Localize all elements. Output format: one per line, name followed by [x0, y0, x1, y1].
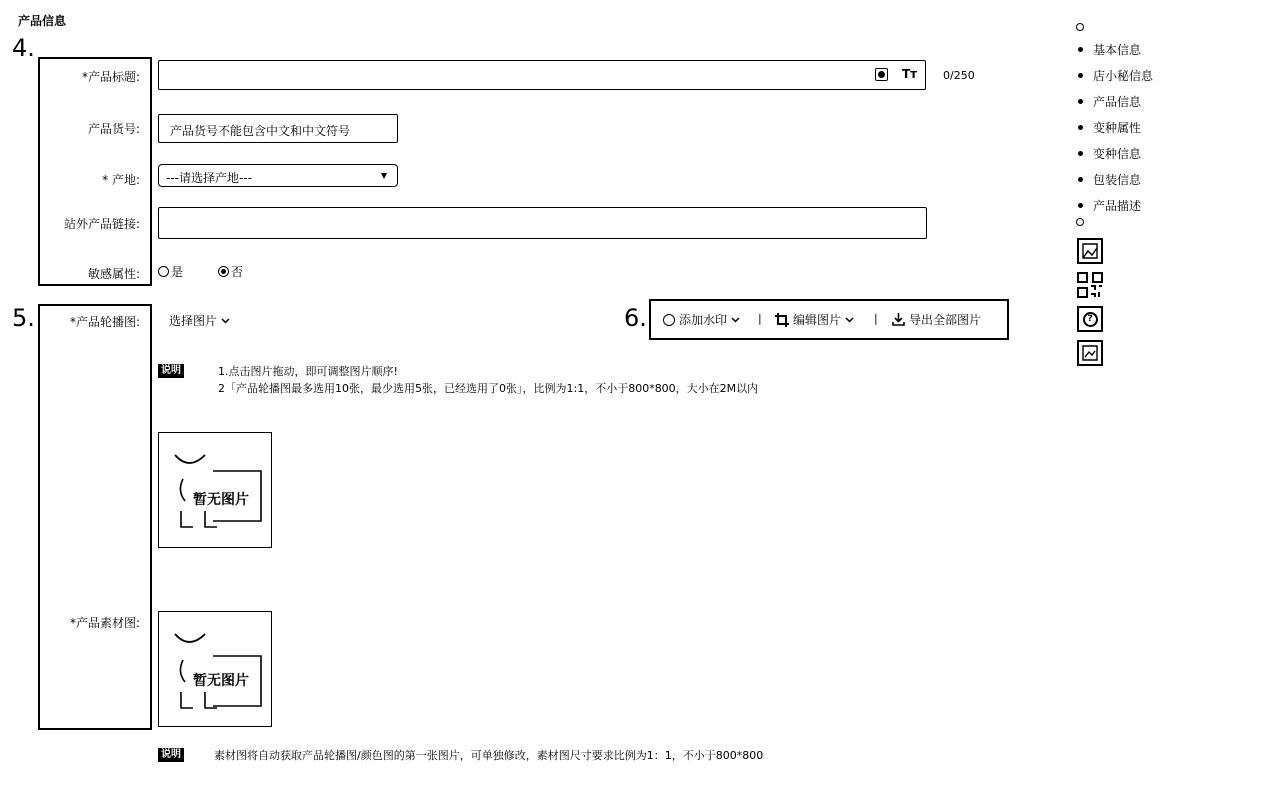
no-image-text: 暂无图片 — [193, 492, 249, 508]
origin-label: * 产地: — [102, 173, 140, 187]
step-marker-5: 5. — [12, 304, 35, 332]
note-line-1: 1.点击图片拖动，即可调整图片顺序! — [218, 365, 398, 378]
chevron-down-icon — [221, 318, 230, 324]
side-nav-item-dxm[interactable] — [1078, 67, 1153, 84]
chevron-down-icon — [845, 317, 854, 323]
sku-placeholder: 产品货号不能包含中文和中文符号 — [170, 124, 351, 138]
dot-icon — [1078, 47, 1083, 52]
crop-icon — [775, 313, 789, 327]
emoji-icon[interactable] — [875, 68, 888, 81]
side-nav-label: 变种属性 — [1093, 121, 1142, 135]
sensitive-no-label: 否 — [231, 265, 244, 279]
highlight-box-image-labels — [38, 304, 152, 730]
material-image-placeholder[interactable] — [158, 611, 272, 727]
step-marker-4: 4. — [12, 34, 35, 62]
sensitive-yes-option[interactable] — [158, 263, 183, 280]
sku-input[interactable] — [158, 114, 398, 143]
side-nav-item-product[interactable] — [1078, 93, 1153, 110]
note-tag: 说明 — [158, 364, 184, 378]
side-nav-item-variant-info[interactable] — [1078, 145, 1153, 162]
export-all-button[interactable] — [892, 311, 981, 328]
side-nav-item-variant-attr[interactable] — [1078, 119, 1153, 136]
toolbar-separator: | — [758, 312, 762, 325]
carousel-image-placeholder[interactable] — [158, 432, 272, 548]
radio-icon[interactable] — [158, 266, 169, 277]
dot-icon — [1078, 73, 1083, 78]
side-nav-item-package[interactable] — [1078, 171, 1153, 188]
side-nav-item-description[interactable] — [1078, 197, 1153, 214]
add-watermark-label: 添加水印 — [679, 313, 728, 327]
export-all-label: 导出全部图片 — [909, 313, 982, 327]
picture-tool-icon[interactable] — [1077, 238, 1103, 264]
dot-icon — [1078, 99, 1083, 104]
side-nav-label: 店小秘信息 — [1093, 69, 1154, 83]
title-char-counter: 0/250 — [943, 69, 975, 82]
carousel-image-label: *产品轮播图: — [69, 315, 140, 329]
sensitive-no-option[interactable] — [218, 263, 243, 280]
watermark-icon — [663, 314, 675, 326]
select-image-button[interactable] — [169, 312, 230, 329]
side-nav-label: 基本信息 — [1093, 43, 1142, 57]
section-title: 产品信息 — [18, 14, 67, 28]
side-nav — [1078, 41, 1153, 214]
edit-image-label: 编辑图片 — [793, 313, 842, 327]
side-nav-label: 产品描述 — [1093, 199, 1142, 213]
material-image-label: *产品素材图: — [69, 616, 140, 630]
origin-select[interactable] — [158, 164, 398, 187]
side-nav-label: 产品信息 — [1093, 95, 1142, 109]
add-watermark-button[interactable] — [663, 311, 740, 328]
download-icon — [892, 313, 905, 326]
no-image-text: 暂无图片 — [193, 673, 249, 689]
side-nav-item-basic[interactable] — [1078, 41, 1153, 58]
sku-label: 产品货号: — [87, 122, 140, 136]
dropdown-arrow-icon — [381, 173, 387, 179]
image-tool-icon[interactable] — [1077, 340, 1103, 366]
material-note-tag: 说明 — [158, 748, 184, 762]
material-note: 素材图将自动获取产品轮播图/颜色图的第一张图片，可单独修改，素材图尺寸要求比例为1：1，不小于800*800 — [214, 749, 764, 762]
product-title-input[interactable] — [158, 60, 926, 90]
help-icon[interactable]: ? — [1077, 306, 1103, 332]
radio-checked-icon[interactable] — [218, 266, 229, 277]
note-line-2: 2「产品轮播图最多选用10张，最少选用5张，已经选用了0张」，比例为1:1，不小于800*800，大小在2M以内 — [218, 382, 759, 395]
select-image-label: 选择图片 — [169, 314, 218, 328]
side-nav-start-ring-icon — [1076, 23, 1084, 31]
toolbar-separator: | — [874, 312, 878, 325]
qr-code-icon[interactable] — [1077, 272, 1103, 298]
origin-selected-value: ---请选择产地--- — [166, 171, 252, 185]
dot-icon — [1078, 177, 1083, 182]
text-format-icon[interactable]: Tт — [902, 67, 918, 81]
chevron-down-icon — [731, 317, 740, 323]
side-nav-label: 变种信息 — [1093, 147, 1142, 161]
dot-icon — [1078, 151, 1083, 156]
side-nav-end-ring-icon — [1076, 218, 1084, 226]
dot-icon — [1078, 203, 1083, 208]
product-title-label: *产品标题: — [81, 70, 140, 84]
side-nav-label: 包装信息 — [1093, 173, 1142, 187]
external-link-input[interactable] — [158, 207, 927, 239]
dot-icon — [1078, 125, 1083, 130]
sensitive-yes-label: 是 — [171, 265, 184, 279]
edit-image-button[interactable] — [775, 311, 854, 328]
sensitive-attr-label: 敏感属性: — [87, 267, 140, 281]
step-marker-6: 6. — [624, 304, 647, 332]
external-link-label: 站外产品链接: — [63, 217, 140, 231]
